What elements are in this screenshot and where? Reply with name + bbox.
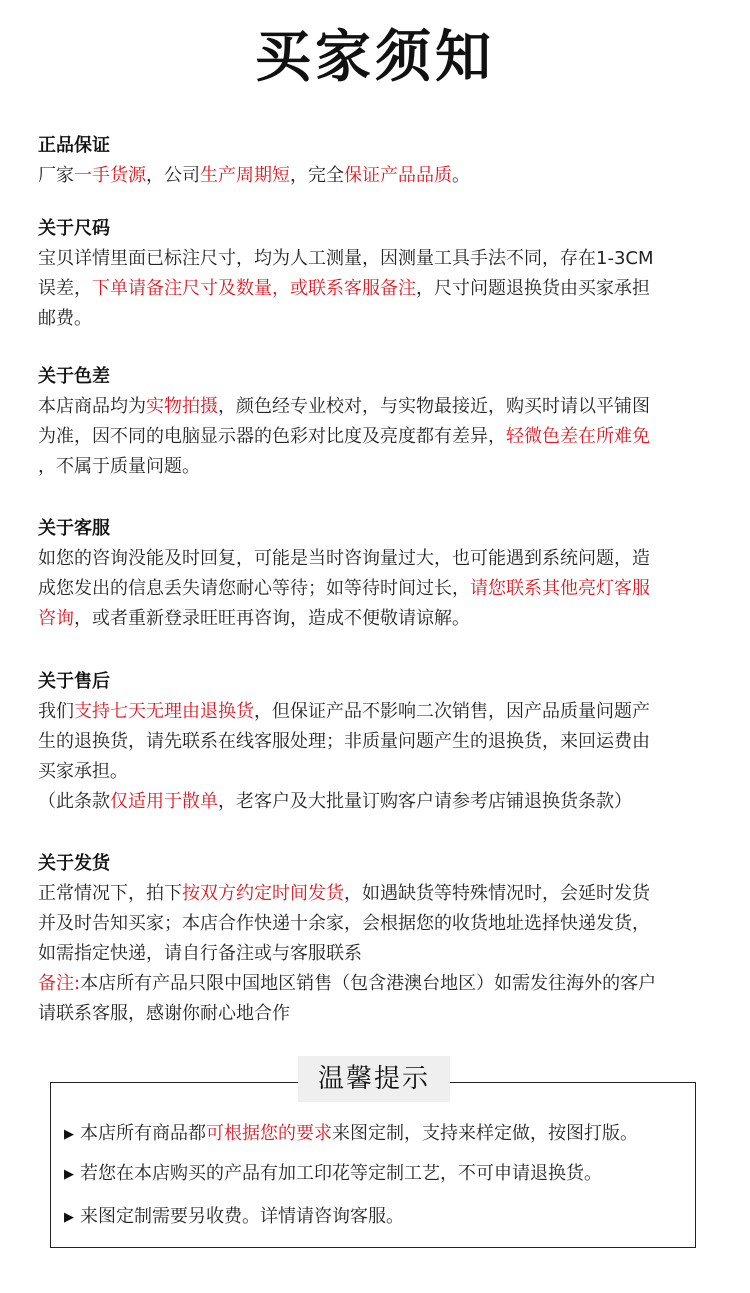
- bullet-arrow-icon: ▶: [64, 1210, 74, 1225]
- body-text: 若您在本店购买的产品有加工印花等定制工艺，不可申请退换货。: [80, 1163, 602, 1184]
- body-text: 为准，因不同的电脑显示器的色彩对比度及亮度都有差异，: [38, 426, 506, 447]
- body-text: 厂家: [38, 165, 74, 186]
- text-line: [38, 909, 728, 939]
- section-color-difference: [38, 362, 728, 482]
- text-line: [38, 969, 728, 999]
- body-text: 本店所有商品都: [80, 1123, 206, 1144]
- text-line: [38, 544, 728, 574]
- body-text: （此条款: [38, 791, 110, 812]
- text-line: [38, 879, 728, 909]
- body-text: 买家承担。: [38, 761, 128, 782]
- text-line: [38, 727, 728, 757]
- text-line: [38, 304, 728, 334]
- body-text: ，不属于质量问题。: [38, 456, 200, 477]
- text-line: [38, 939, 728, 969]
- highlight-text: 可根据您的要求: [206, 1123, 332, 1144]
- body-text: 本店商品均为: [38, 396, 146, 417]
- body-text: ，颜色经专业校对，与实物最接近，购买时请以平铺图: [218, 396, 650, 417]
- body-text: 来图定制需要另收费。详情请咨询客服。: [80, 1206, 404, 1227]
- tips-title: 温馨提示: [298, 1056, 450, 1102]
- tip-item: [64, 1120, 638, 1149]
- body-text: 并及时告知买家；本店合作快递十余家，会根据您的收货地址选择快递发货，: [38, 913, 650, 934]
- bullet-arrow-icon: ▶: [64, 1127, 74, 1142]
- body-text: 来图定制，支持来样定做，按图打版。: [332, 1123, 638, 1144]
- body-text: ，如遇缺货等特殊情况时，会延时发货: [344, 883, 650, 904]
- highlight-text: 实物拍摄: [146, 396, 218, 417]
- body-text: 正常情况下，拍下: [38, 883, 182, 904]
- text-line: [38, 244, 728, 274]
- body-text: 如您的咨询没能及时回复，可能是当时咨询量过大，也可能遇到系统问题，造: [38, 548, 650, 569]
- body-text: 宝贝详情里面已标注尺寸，均为人工测量，因测量工具手法不同，存在1-3CM: [38, 248, 654, 269]
- highlight-text: 下单请备注尺寸及数量，或联系客服备注: [92, 278, 416, 299]
- section-sizing: [38, 214, 728, 334]
- highlight-text: 请您联系其他亮灯客服: [470, 578, 650, 599]
- tip-item: [64, 1203, 404, 1232]
- tip-item: [64, 1160, 602, 1189]
- section-heading: 正品保证: [38, 135, 110, 156]
- body-text: 本店所有产品只限中国地区销售（包含港澳台地区）如需发往海外的客户: [80, 973, 657, 994]
- highlight-text: 按双方约定时间发货: [182, 883, 344, 904]
- text-line: [38, 604, 728, 634]
- section-heading: 关于色差: [38, 366, 110, 387]
- text-line: [38, 452, 728, 482]
- section-heading: 关于售后: [38, 671, 110, 692]
- highlight-text: 轻微色差在所难免: [506, 426, 650, 447]
- page-title: 买家须知: [255, 25, 495, 90]
- section-shipping: [38, 849, 728, 1029]
- body-text: 请联系客服，感谢你耐心地合作: [38, 1003, 290, 1024]
- body-text: 邮费。: [38, 308, 92, 329]
- highlight-text: 生产周期短: [200, 165, 290, 186]
- body-text: ，或者重新登录旺旺再咨询，造成不便敬请谅解。: [74, 608, 470, 629]
- text-line: [38, 757, 728, 787]
- highlight-text: 一手货源: [74, 165, 146, 186]
- text-line: [38, 274, 728, 304]
- body-text: 我们: [38, 701, 74, 722]
- body-text: 。: [452, 165, 470, 186]
- highlight-text: 仅适用于散单: [110, 791, 218, 812]
- section-after-sales: [38, 667, 728, 817]
- body-text: ，公司: [146, 165, 200, 186]
- text-line: [38, 161, 728, 191]
- body-text: ，尺寸问题退换货由买家承担: [416, 278, 650, 299]
- bullet-arrow-icon: ▶: [64, 1167, 74, 1182]
- highlight-text: 保证产品品质: [344, 165, 452, 186]
- text-line: [38, 999, 728, 1029]
- section-heading: 关于客服: [38, 518, 110, 539]
- body-text: 误差，: [38, 278, 92, 299]
- text-line: [38, 787, 728, 817]
- body-text: 生的退换货，请先联系在线客服处理；非质量问题产生的退换货，来回运费由: [38, 731, 650, 752]
- text-line: [38, 697, 728, 727]
- body-text: ，老客户及大批量订购客户请参考店铺退换货条款）: [218, 791, 632, 812]
- highlight-text: 咨询: [38, 608, 74, 629]
- section-authenticity: [38, 131, 728, 191]
- highlight-text: 支持七天无理由退换货: [74, 701, 254, 722]
- text-line: [38, 392, 728, 422]
- section-heading: 关于尺码: [38, 218, 110, 239]
- body-text: ，完全: [290, 165, 344, 186]
- body-text: 成您发出的信息丢失请您耐心等待；如等待时间过长，: [38, 578, 470, 599]
- body-text: 如需指定快递，请自行备注或与客服联系: [38, 943, 362, 964]
- text-line: [38, 422, 728, 452]
- text-line: [38, 574, 728, 604]
- body-text: ，但保证产品不影响二次销售，因产品质量问题产: [254, 701, 650, 722]
- section-heading: 关于发货: [38, 853, 110, 874]
- section-customer-service: [38, 514, 728, 634]
- highlight-text: 备注:: [38, 973, 81, 994]
